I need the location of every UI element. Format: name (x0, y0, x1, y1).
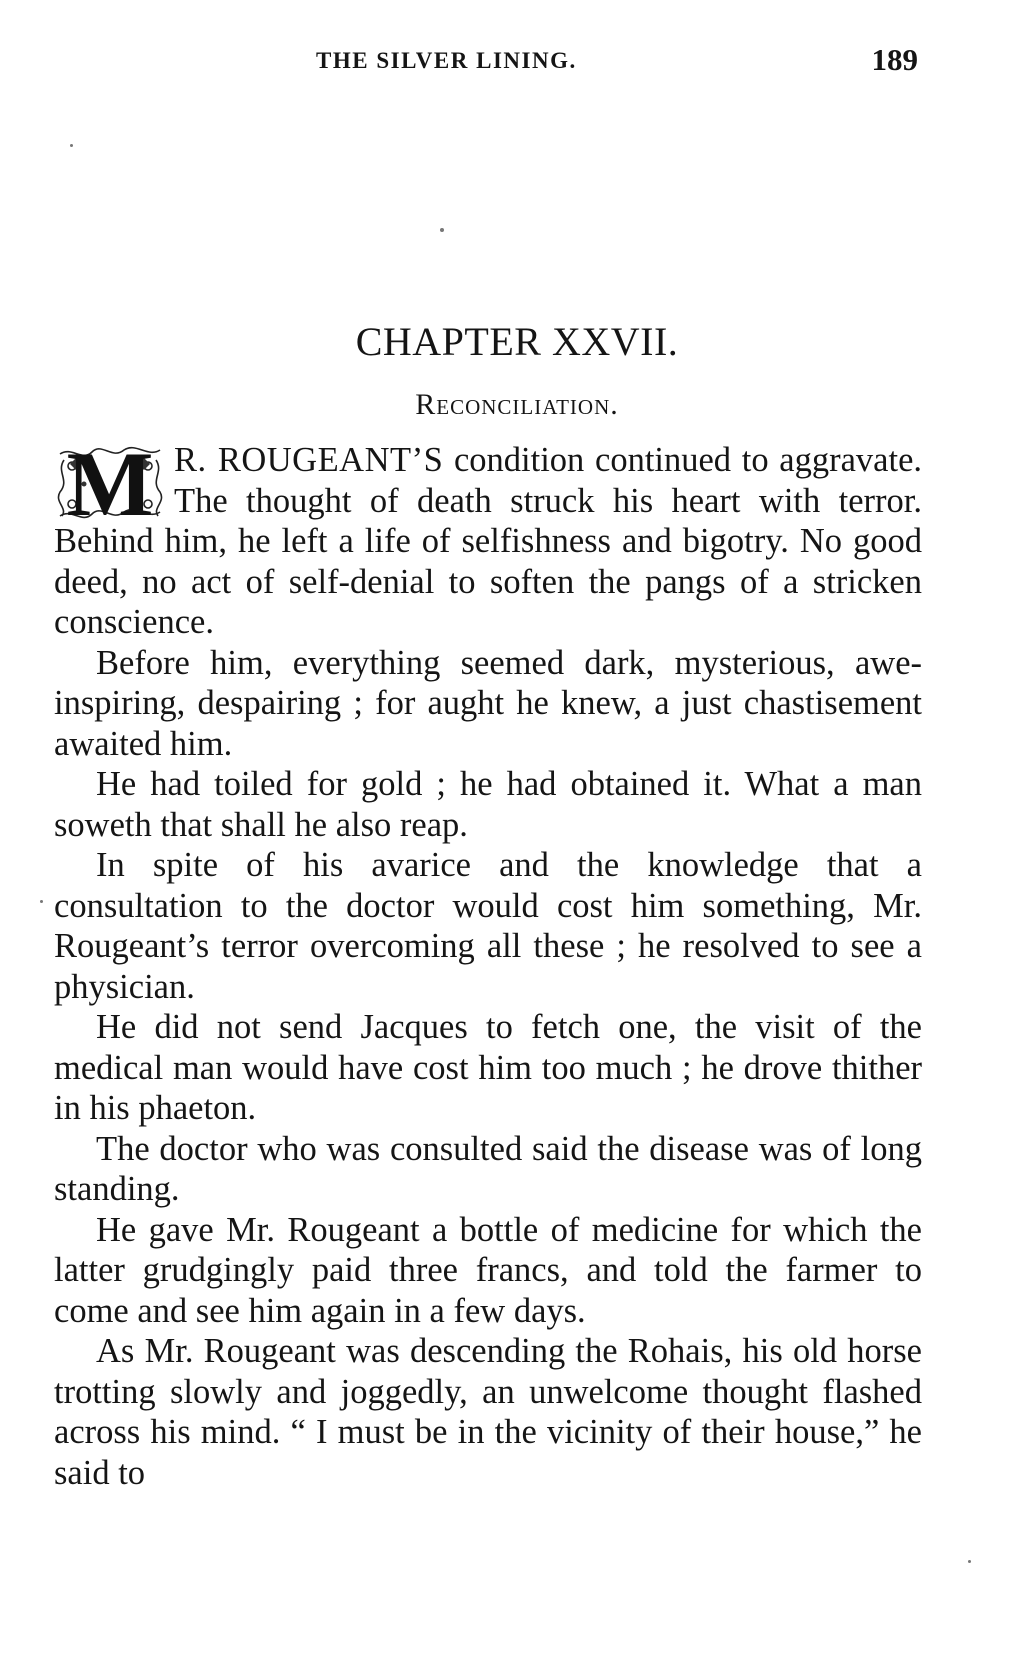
paragraph-8: As Mr. Rougeant was descending the Rohais, his old horse trotting slowly and joggedly, an unwelcome thought flashed across his mind. “ I must be in the vicinity of their house,” he said to (54, 1332, 922, 1492)
paper-speck (40, 900, 43, 903)
paragraph-7: He gave Mr. Rougeant a bottle of medicine for which the latter grudgingly paid three francs, and told the farmer to come and see him again in a few days. (54, 1210, 922, 1330)
paragraph-2: Before him, everything seemed dark, mysterious, awe-inspiring, despairing ; for aught he knew, a just chastisement awaited him. (54, 643, 922, 763)
page-number: 189 (871, 42, 918, 77)
opening-caps: R. ROUGEANT’S (174, 441, 444, 479)
paragraph-text: condition continued to aggravate. The thought of death struck his heart with terror. Behind him, he left a life of selfishness and bigotry. No good deed, no act of self-denial to soften the pangs of a stricken conscience. (54, 441, 923, 641)
running-head (54, 42, 922, 82)
dropcap-letter: M (66, 433, 154, 535)
ornamental-dropcap (54, 433, 166, 535)
paper-speck (70, 144, 73, 147)
chapter-subtitle: Reconciliation. (415, 388, 619, 421)
chapter-title: CHAPTER XXVII. (355, 319, 679, 364)
paragraph-6: The doctor who was consulted said the disease was of long standing. (54, 1129, 922, 1208)
paper-speck (968, 1560, 971, 1563)
running-title: THE SILVER LINING. (316, 48, 577, 73)
paper-speck (440, 228, 444, 232)
paragraph-1 (54, 433, 923, 643)
paragraph-3: He had toiled for gold ; he had obtained it. What a man soweth that shall he also reap. (54, 765, 922, 844)
paragraph-5: He did not send Jacques to fetch one, the visit of the medical man would have cost him too much ; he drove thither in his phaeton. (54, 1008, 922, 1127)
paragraph-4: In spite of his avarice and the knowledge that a consultation to the doctor would cost him something, Mr. Rougeant’s terror overcoming all these ; he resolved to see a physician. (54, 846, 922, 1006)
chapter-body (54, 433, 923, 1493)
